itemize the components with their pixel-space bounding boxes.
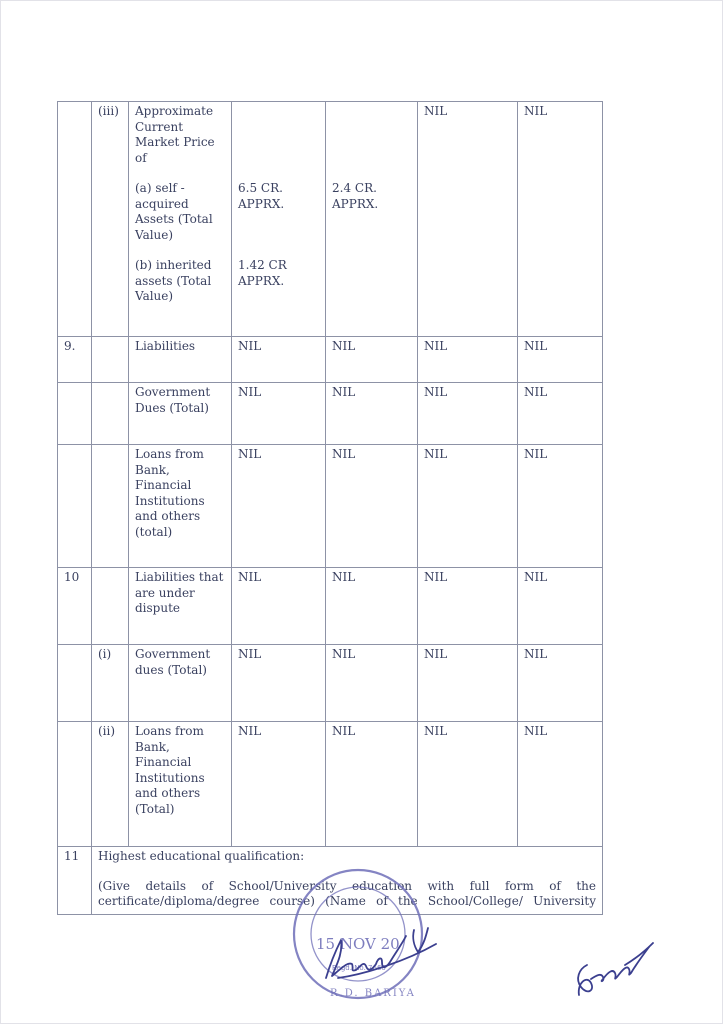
value-cell: NIL [326,722,418,847]
value-cell: NIL [232,383,326,445]
value-cell: NIL [232,445,326,568]
stamp-name: R.D. BARIYA [330,988,416,999]
deponent-signature-icon [565,925,665,1005]
row-subnumber: (ii) [92,722,129,847]
row-number [58,102,92,337]
inherited-label: (b) inherited assets (Total Value) [135,258,212,303]
value-cell: NIL [326,445,418,568]
row-label: Government Dues (Total) [129,383,232,445]
notary-stamp [286,866,456,1006]
value-cell [326,102,418,337]
row-label: Government dues (Total) [129,645,232,722]
value-cell: NIL [518,722,603,847]
row-label: Liabilities [129,337,232,383]
qualification-heading: Highest educational qualification: [98,849,305,863]
value-cell: NIL [232,722,326,847]
row-label: Liabilities that are under dispute [129,568,232,645]
table-row [58,383,603,445]
row-label-cell [129,102,232,337]
row-subnumber [92,337,129,383]
value-cell: NIL [418,102,518,337]
inherited-value-col1: 1.42 CR APPRX. [238,258,287,288]
value-cell [232,102,326,337]
value-cell: NIL [518,102,603,337]
table-row [58,722,603,847]
table-row [58,645,603,722]
row-subnumber: (i) [92,645,129,722]
value-cell: NIL [232,645,326,722]
value-cell: NIL [326,568,418,645]
table-row [58,445,603,568]
value-cell: NIL [518,445,603,568]
value-cell: NIL [418,722,518,847]
value-cell: NIL [518,645,603,722]
value-cell: NIL [518,383,603,445]
value-cell: NIL [418,383,518,445]
value-cell: NIL [518,568,603,645]
row-label: Approximate Current Market Price of [135,104,215,165]
value-cell: NIL [418,445,518,568]
stamp-date: 15 NOV 20 [316,935,400,953]
self-acquired-value-col2: 2.4 CR. APPRX. [332,181,379,211]
stamp-regd: Regd. No. 7660 [332,964,386,972]
assets-liabilities-table [57,101,603,915]
value-cell: NIL [418,645,518,722]
self-acquired-label: (a) self - acquired Assets (Total Value) [135,181,213,242]
value-cell: NIL [326,337,418,383]
value-cell: NIL [326,383,418,445]
table-row [58,337,603,383]
value-cell: NIL [418,337,518,383]
value-cell: NIL [232,568,326,645]
row-number: 11 [58,847,92,915]
qualification-note: (Give details of School/University education with full form of the certificate/diploma/degree course) (Name of the School/College/ University [98,878,596,908]
row-label: Loans from Bank, Financial Institutions and others (total) [129,445,232,568]
self-acquired-value-col1: 6.5 CR. APPRX. [238,181,285,211]
row-subnumber: (iii) [92,102,129,337]
value-cell: NIL [418,568,518,645]
table-row [58,568,603,645]
value-cell: NIL [518,337,603,383]
table-row [58,102,603,337]
row-label: Loans from Bank, Financial Institutions and others (Total) [129,722,232,847]
value-cell: NIL [326,645,418,722]
row-subnumber [92,568,129,645]
row-number: 9. [58,337,92,383]
value-cell: NIL [232,337,326,383]
row-number: 10 [58,568,92,645]
